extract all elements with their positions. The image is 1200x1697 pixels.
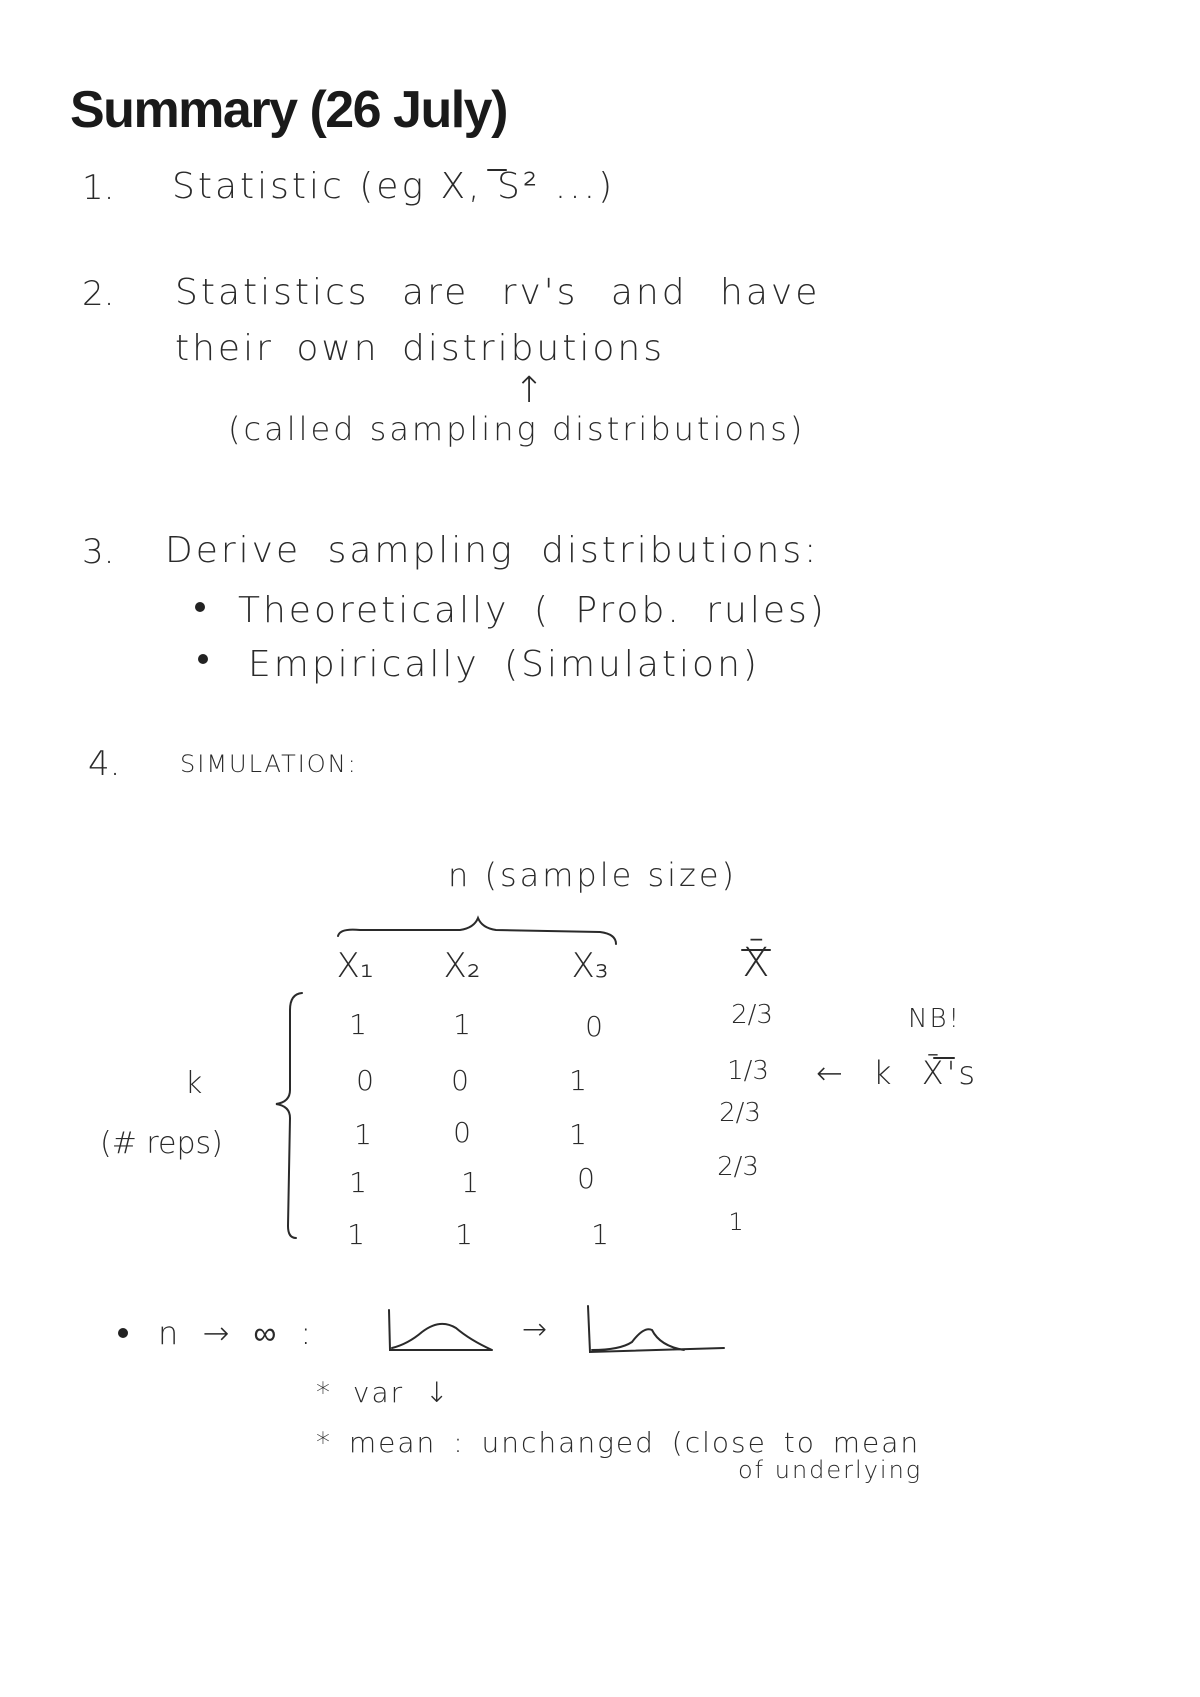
- item-2-note: (called sampling distributions): [228, 410, 806, 448]
- table-cell: 1: [455, 1218, 473, 1251]
- narrow-curve: [588, 1306, 724, 1352]
- item-1-number: 1.: [82, 168, 115, 208]
- table-cell: 1: [349, 1008, 367, 1041]
- bullet-dot: [195, 602, 205, 612]
- item-3-bullet-2: Empirically (Simulation): [248, 644, 760, 685]
- nb-label: NB!: [908, 1004, 961, 1034]
- item-1-text: Statistic (eg X, S² ...): [172, 166, 616, 207]
- page-title: Summary (26 July): [70, 81, 507, 139]
- item-2-line2: their own distributions: [175, 328, 665, 369]
- wide-curve: [389, 1310, 492, 1350]
- conclusion-point-3: of underlying: [738, 1456, 923, 1484]
- header-xbar: X̄: [742, 940, 770, 986]
- header-x1: X₁: [336, 946, 374, 986]
- table-cell: 1: [347, 1218, 365, 1251]
- conclusion-point-1: * var ↓: [316, 1376, 451, 1409]
- item-4-number: 4.: [88, 744, 121, 784]
- table-cell: 2/3: [717, 1152, 759, 1182]
- bullet-dot: [198, 654, 208, 664]
- item-2-number: 2.: [82, 274, 115, 314]
- k-xbar-label: ← k X̄'s: [816, 1054, 979, 1092]
- table-cell: 1: [349, 1166, 367, 1199]
- table-cell: 0: [356, 1064, 374, 1097]
- conclusion-point-2: * mean : unchanged (close to mean: [316, 1426, 921, 1459]
- table-cell: 1: [569, 1064, 587, 1097]
- item-2-line1: Statistics are rv's and have: [175, 272, 821, 313]
- k-label: k: [185, 1066, 206, 1101]
- table-cell: 2/3: [719, 1098, 761, 1128]
- table-cell: 1: [453, 1008, 471, 1041]
- table-cell: 0: [585, 1010, 603, 1043]
- table-cell: 0: [453, 1116, 471, 1149]
- top-brace: [338, 918, 616, 944]
- header-x3: X₃: [571, 946, 609, 986]
- table-cell: 1: [354, 1118, 372, 1151]
- table-cell: 1: [569, 1118, 587, 1151]
- item-3-bullet-1: Theoretically ( Prob. rules): [238, 590, 827, 631]
- table-cell: 0: [577, 1162, 595, 1195]
- table-cell: 1: [728, 1208, 744, 1236]
- table-cell: 0: [451, 1064, 469, 1097]
- reps-label: (# reps): [100, 1126, 223, 1161]
- sample-size-label: n (sample size): [448, 856, 737, 894]
- bullet-dot: [118, 1328, 128, 1338]
- table-cell: 2/3: [731, 1000, 773, 1030]
- table-cell: 1/3: [727, 1056, 769, 1086]
- conclusion-bullet: n → ∞ :: [158, 1314, 315, 1352]
- item-3-number: 3.: [82, 532, 115, 572]
- item-2-arrow: ↑: [514, 370, 548, 411]
- left-brace: [276, 993, 302, 1238]
- table-cell: 1: [461, 1166, 479, 1199]
- table-cell: 1: [591, 1218, 609, 1251]
- conclusion-arrow: →: [522, 1312, 551, 1347]
- item-3-text: Derive sampling distributions:: [165, 530, 820, 571]
- item-4-text: SIMULATION:: [180, 750, 358, 778]
- header-x2: X₂: [443, 946, 481, 986]
